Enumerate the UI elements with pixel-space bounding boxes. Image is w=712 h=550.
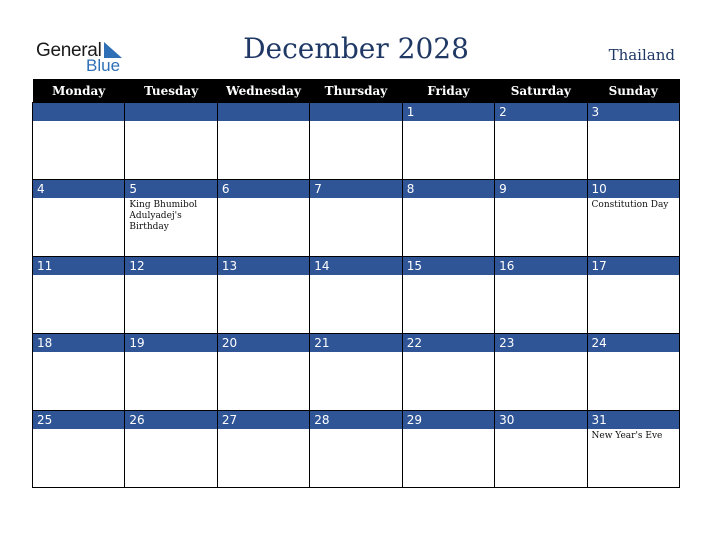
day-number: 26 (125, 411, 216, 429)
holiday-label (218, 352, 309, 354)
day-cell (587, 103, 679, 180)
day-cell (33, 257, 125, 334)
country-label: Thailand (608, 46, 675, 64)
day-cell (33, 103, 125, 180)
day-cell (125, 334, 217, 411)
day-cell (125, 257, 217, 334)
week-row (33, 334, 680, 411)
day-cell (125, 411, 217, 488)
day-cell (33, 334, 125, 411)
day-cell (310, 257, 402, 334)
weekday-header-row (33, 79, 680, 103)
day-number: 30 (495, 411, 586, 429)
page-title: December 2028 (243, 32, 469, 65)
holiday-label (218, 121, 309, 123)
holiday-label (403, 121, 494, 123)
day-cell (310, 103, 402, 180)
holiday-label (310, 275, 401, 277)
holiday-label (495, 198, 586, 200)
day-cell (587, 411, 679, 488)
holiday-label (495, 429, 586, 431)
weekday-header: Monday (33, 79, 125, 103)
holiday-label (33, 198, 124, 200)
holiday-label (33, 429, 124, 431)
day-cell (310, 411, 402, 488)
holiday-label (33, 275, 124, 277)
week-row (33, 103, 680, 180)
day-number (125, 103, 216, 121)
holiday-label (310, 121, 401, 123)
day-cell (587, 180, 679, 257)
day-cell (402, 411, 494, 488)
holiday-label (403, 275, 494, 277)
holiday-label: King Bhumibol Adulyadej's Birthday (129, 200, 198, 232)
day-number: 27 (218, 411, 309, 429)
day-number: 28 (310, 411, 401, 429)
day-number: 15 (403, 257, 494, 275)
holiday-label (125, 429, 216, 431)
day-cell (402, 257, 494, 334)
day-number: 22 (403, 334, 494, 352)
day-number: 8 (403, 180, 494, 198)
day-cell (217, 257, 309, 334)
day-cell (402, 334, 494, 411)
day-number: 5 (125, 180, 216, 198)
day-cell (402, 103, 494, 180)
week-row (33, 180, 680, 257)
day-cell (217, 334, 309, 411)
weekday-header: Wednesday (217, 79, 309, 103)
day-cell (587, 334, 679, 411)
day-cell (33, 180, 125, 257)
day-number: 14 (310, 257, 401, 275)
day-number: 4 (33, 180, 124, 198)
holiday-label (218, 198, 309, 200)
day-number: 2 (495, 103, 586, 121)
day-cell (495, 411, 587, 488)
day-cell (495, 180, 587, 257)
weekday-header: Friday (402, 79, 494, 103)
day-number (218, 103, 309, 121)
weekday-header: Thursday (310, 79, 402, 103)
holiday-label: New Year's Eve (591, 431, 663, 441)
day-number (310, 103, 401, 121)
holiday-label (33, 121, 124, 123)
day-cell (217, 180, 309, 257)
holiday-label (125, 121, 216, 123)
day-cell (33, 411, 125, 488)
weekday-header: Tuesday (125, 79, 217, 103)
day-number: 21 (310, 334, 401, 352)
day-cell (125, 180, 217, 257)
day-number: 10 (588, 180, 679, 198)
day-cell (495, 257, 587, 334)
logo-text-blue: Blue (86, 56, 121, 75)
day-number: 29 (403, 411, 494, 429)
day-cell (495, 103, 587, 180)
day-cell (217, 103, 309, 180)
day-number: 12 (125, 257, 216, 275)
calendar-grid (32, 79, 680, 488)
day-number: 17 (588, 257, 679, 275)
holiday-label (588, 352, 679, 354)
weekday-header: Sunday (587, 79, 679, 103)
holiday-label (403, 429, 494, 431)
holiday-label (125, 352, 216, 354)
day-cell (402, 180, 494, 257)
day-cell (125, 103, 217, 180)
day-number: 18 (33, 334, 124, 352)
holiday-label (495, 352, 586, 354)
day-number: 19 (125, 334, 216, 352)
holiday-label (218, 275, 309, 277)
holiday-label (495, 121, 586, 123)
day-cell (310, 334, 402, 411)
day-number: 11 (33, 257, 124, 275)
day-number: 25 (33, 411, 124, 429)
day-number (33, 103, 124, 121)
holiday-label (310, 198, 401, 200)
day-cell (587, 257, 679, 334)
day-number: 3 (588, 103, 679, 121)
holiday-label (403, 352, 494, 354)
weekday-header: Saturday (495, 79, 587, 103)
holiday-label (310, 352, 401, 354)
holiday-label (218, 429, 309, 431)
day-number: 16 (495, 257, 586, 275)
holiday-label (125, 275, 216, 277)
week-row (33, 257, 680, 334)
day-cell (495, 334, 587, 411)
holiday-label (33, 352, 124, 354)
week-row (33, 411, 680, 488)
day-number: 7 (310, 180, 401, 198)
holiday-label (588, 275, 679, 277)
holiday-label (403, 198, 494, 200)
day-number: 13 (218, 257, 309, 275)
holiday-label (310, 429, 401, 431)
day-number: 24 (588, 334, 679, 352)
day-number: 31 (588, 411, 679, 429)
holiday-label: Constitution Day (591, 200, 669, 210)
day-number: 9 (495, 180, 586, 198)
day-number: 20 (218, 334, 309, 352)
day-number: 23 (495, 334, 586, 352)
day-number: 6 (218, 180, 309, 198)
holiday-label (588, 121, 679, 123)
logo-text-general: General (36, 40, 102, 61)
day-cell (217, 411, 309, 488)
day-number: 1 (403, 103, 494, 121)
holiday-label (495, 275, 586, 277)
day-cell (310, 180, 402, 257)
